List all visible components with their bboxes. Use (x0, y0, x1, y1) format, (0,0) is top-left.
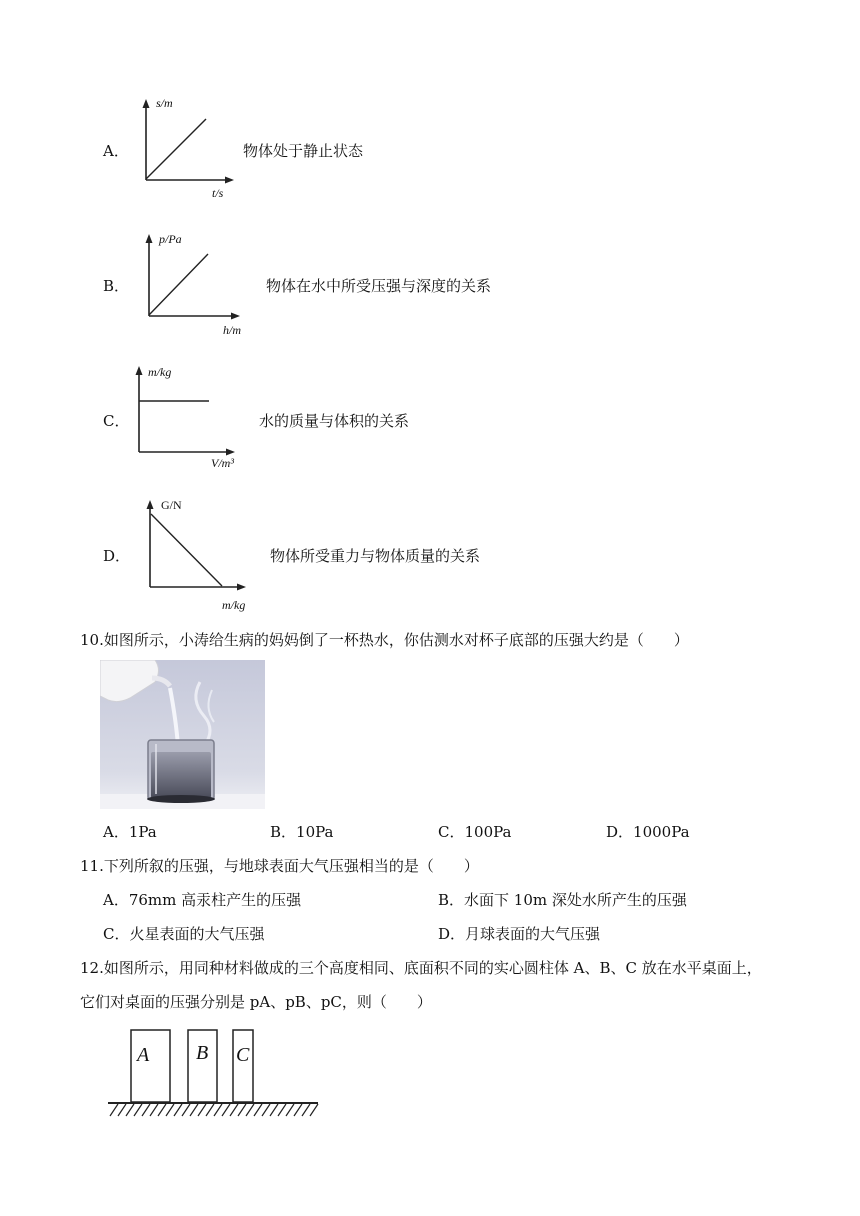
option-caption: 水的质量与体积的关系 (259, 412, 410, 430)
graph-c (125, 362, 237, 462)
option-a: A．1Pa (103, 823, 157, 841)
question-stem-line-1: 12.如图所示，用同种材料做成的三个高度相同、底面积不同的实心圆柱体 A、B、C 放在水平桌面上， (80, 959, 762, 977)
x-axis-label: t/s (212, 186, 224, 200)
cylinder-b (188, 1030, 217, 1102)
option-b: B．10Pa (270, 823, 334, 841)
option-c: C．100Pa (438, 823, 512, 841)
option-d: D．1000Pa (606, 823, 690, 841)
x-axis-label: V/m³ (211, 456, 234, 470)
y-axis-label: G/N (161, 498, 182, 512)
x-axis-label: m/kg (222, 598, 246, 612)
question-stem: 10.如图所示，小涛给生病的妈妈倒了一杯热水，你估测水对杯子底部的压强大约是（ ） (80, 631, 689, 649)
option-d: D．月球表面的大气压强 (438, 925, 601, 943)
option-caption: 物体在水中所受压强与深度的关系 (266, 277, 492, 295)
graph-b (135, 230, 240, 335)
question-stem-line-2: 它们对桌面的压强分别是 pA、pB、pC，则（ ） (80, 993, 432, 1011)
question-stem: 11.下列所叙的压强，与地球表面大气压强相当的是（ ） (80, 857, 479, 875)
y-axis-label: s/m (156, 96, 173, 110)
label-b: B (196, 1042, 209, 1064)
option-b: B．水面下 10m 深处水所产生的压强 (438, 891, 687, 909)
option-c: C．火星表面的大气压强 (103, 925, 265, 943)
label-c: C (236, 1044, 250, 1066)
option-a: A．76mm 高汞柱产生的压强 (103, 891, 302, 909)
graph-a (130, 95, 235, 200)
y-axis-label: p/Pa (159, 232, 182, 246)
option-caption: 物体处于静止状态 (243, 142, 364, 160)
label-a: A (137, 1044, 150, 1066)
option-caption: 物体所受重力与物体质量的关系 (270, 547, 481, 565)
option-letter: C． (103, 412, 130, 430)
x-axis-label: h/m (223, 323, 241, 337)
option-letter: A． (103, 142, 129, 160)
option-letter: D． (103, 547, 131, 565)
cylinders-diagram (104, 1024, 322, 1122)
y-axis-label: m/kg (148, 365, 172, 379)
option-letter: B． (103, 277, 130, 295)
hot-water-cup-photo (100, 660, 265, 809)
graph-d (138, 496, 250, 596)
